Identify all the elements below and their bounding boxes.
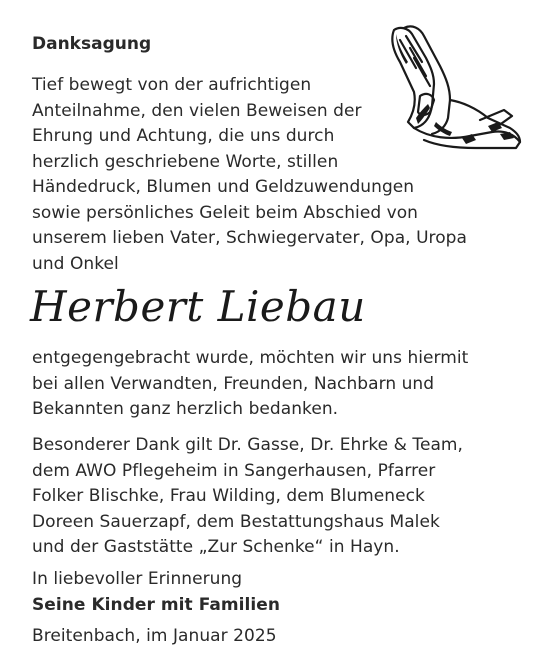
intro-line: unserem lieben Vater, Schwiegervater, Opa, Uropa <box>32 228 467 248</box>
special-thanks-line: dem AWO Pflegeheim in Sangerhausen, Pfarrer <box>32 460 436 481</box>
memory-line: In liebevoller Erinnerung <box>32 569 243 589</box>
heading: Danksagung <box>32 34 152 54</box>
thanks-line: Bekannten ganz herzlich bedanken. <box>32 399 339 419</box>
intro-line: Anteilnahme, den vielen Beweisen der <box>32 100 362 121</box>
place-date-text: Breitenbach, im Januar 2025 <box>32 626 277 646</box>
intro-line: herzlich geschriebene Worte, stillen <box>32 151 339 172</box>
deceased-name: Herbert Liebau <box>30 282 366 331</box>
intro-paragraph <box>32 73 467 277</box>
thanks-line: bei allen Verwandten, Freunden, Nachbarn und <box>32 373 435 394</box>
intro-line: und Onkel <box>32 253 119 274</box>
intro-line: Ehrung und Achtung, die uns durch <box>32 126 335 146</box>
special-thanks-paragraph <box>32 433 463 561</box>
thanks-line: entgegengebracht wurde, möchten wir uns hiermit <box>32 348 469 368</box>
place-date <box>32 624 277 650</box>
special-thanks-line: Folker Blischke, Frau Wilding, dem Blumeneck <box>32 486 425 506</box>
intro-line: Tief bewegt von der aufrichtigen <box>32 75 312 95</box>
special-thanks-line: Besonderer Dank gilt Dr. Gasse, Dr. Ehrke & Team, <box>32 435 463 455</box>
thanks-paragraph <box>32 346 468 423</box>
closing-block <box>32 567 280 618</box>
signature: Seine Kinder mit Familien <box>32 594 281 615</box>
intro-line: sowie persönliches Geleit beim Abschied von <box>32 202 419 223</box>
special-thanks-line: und der Gaststätte „Zur Schenke“ in Hayn. <box>32 537 400 557</box>
special-thanks-line: Doreen Sauerzapf, dem Bestattungshaus Malek <box>32 511 440 532</box>
intro-line: Händedruck, Blumen und Geldzuwendungen <box>32 177 415 197</box>
